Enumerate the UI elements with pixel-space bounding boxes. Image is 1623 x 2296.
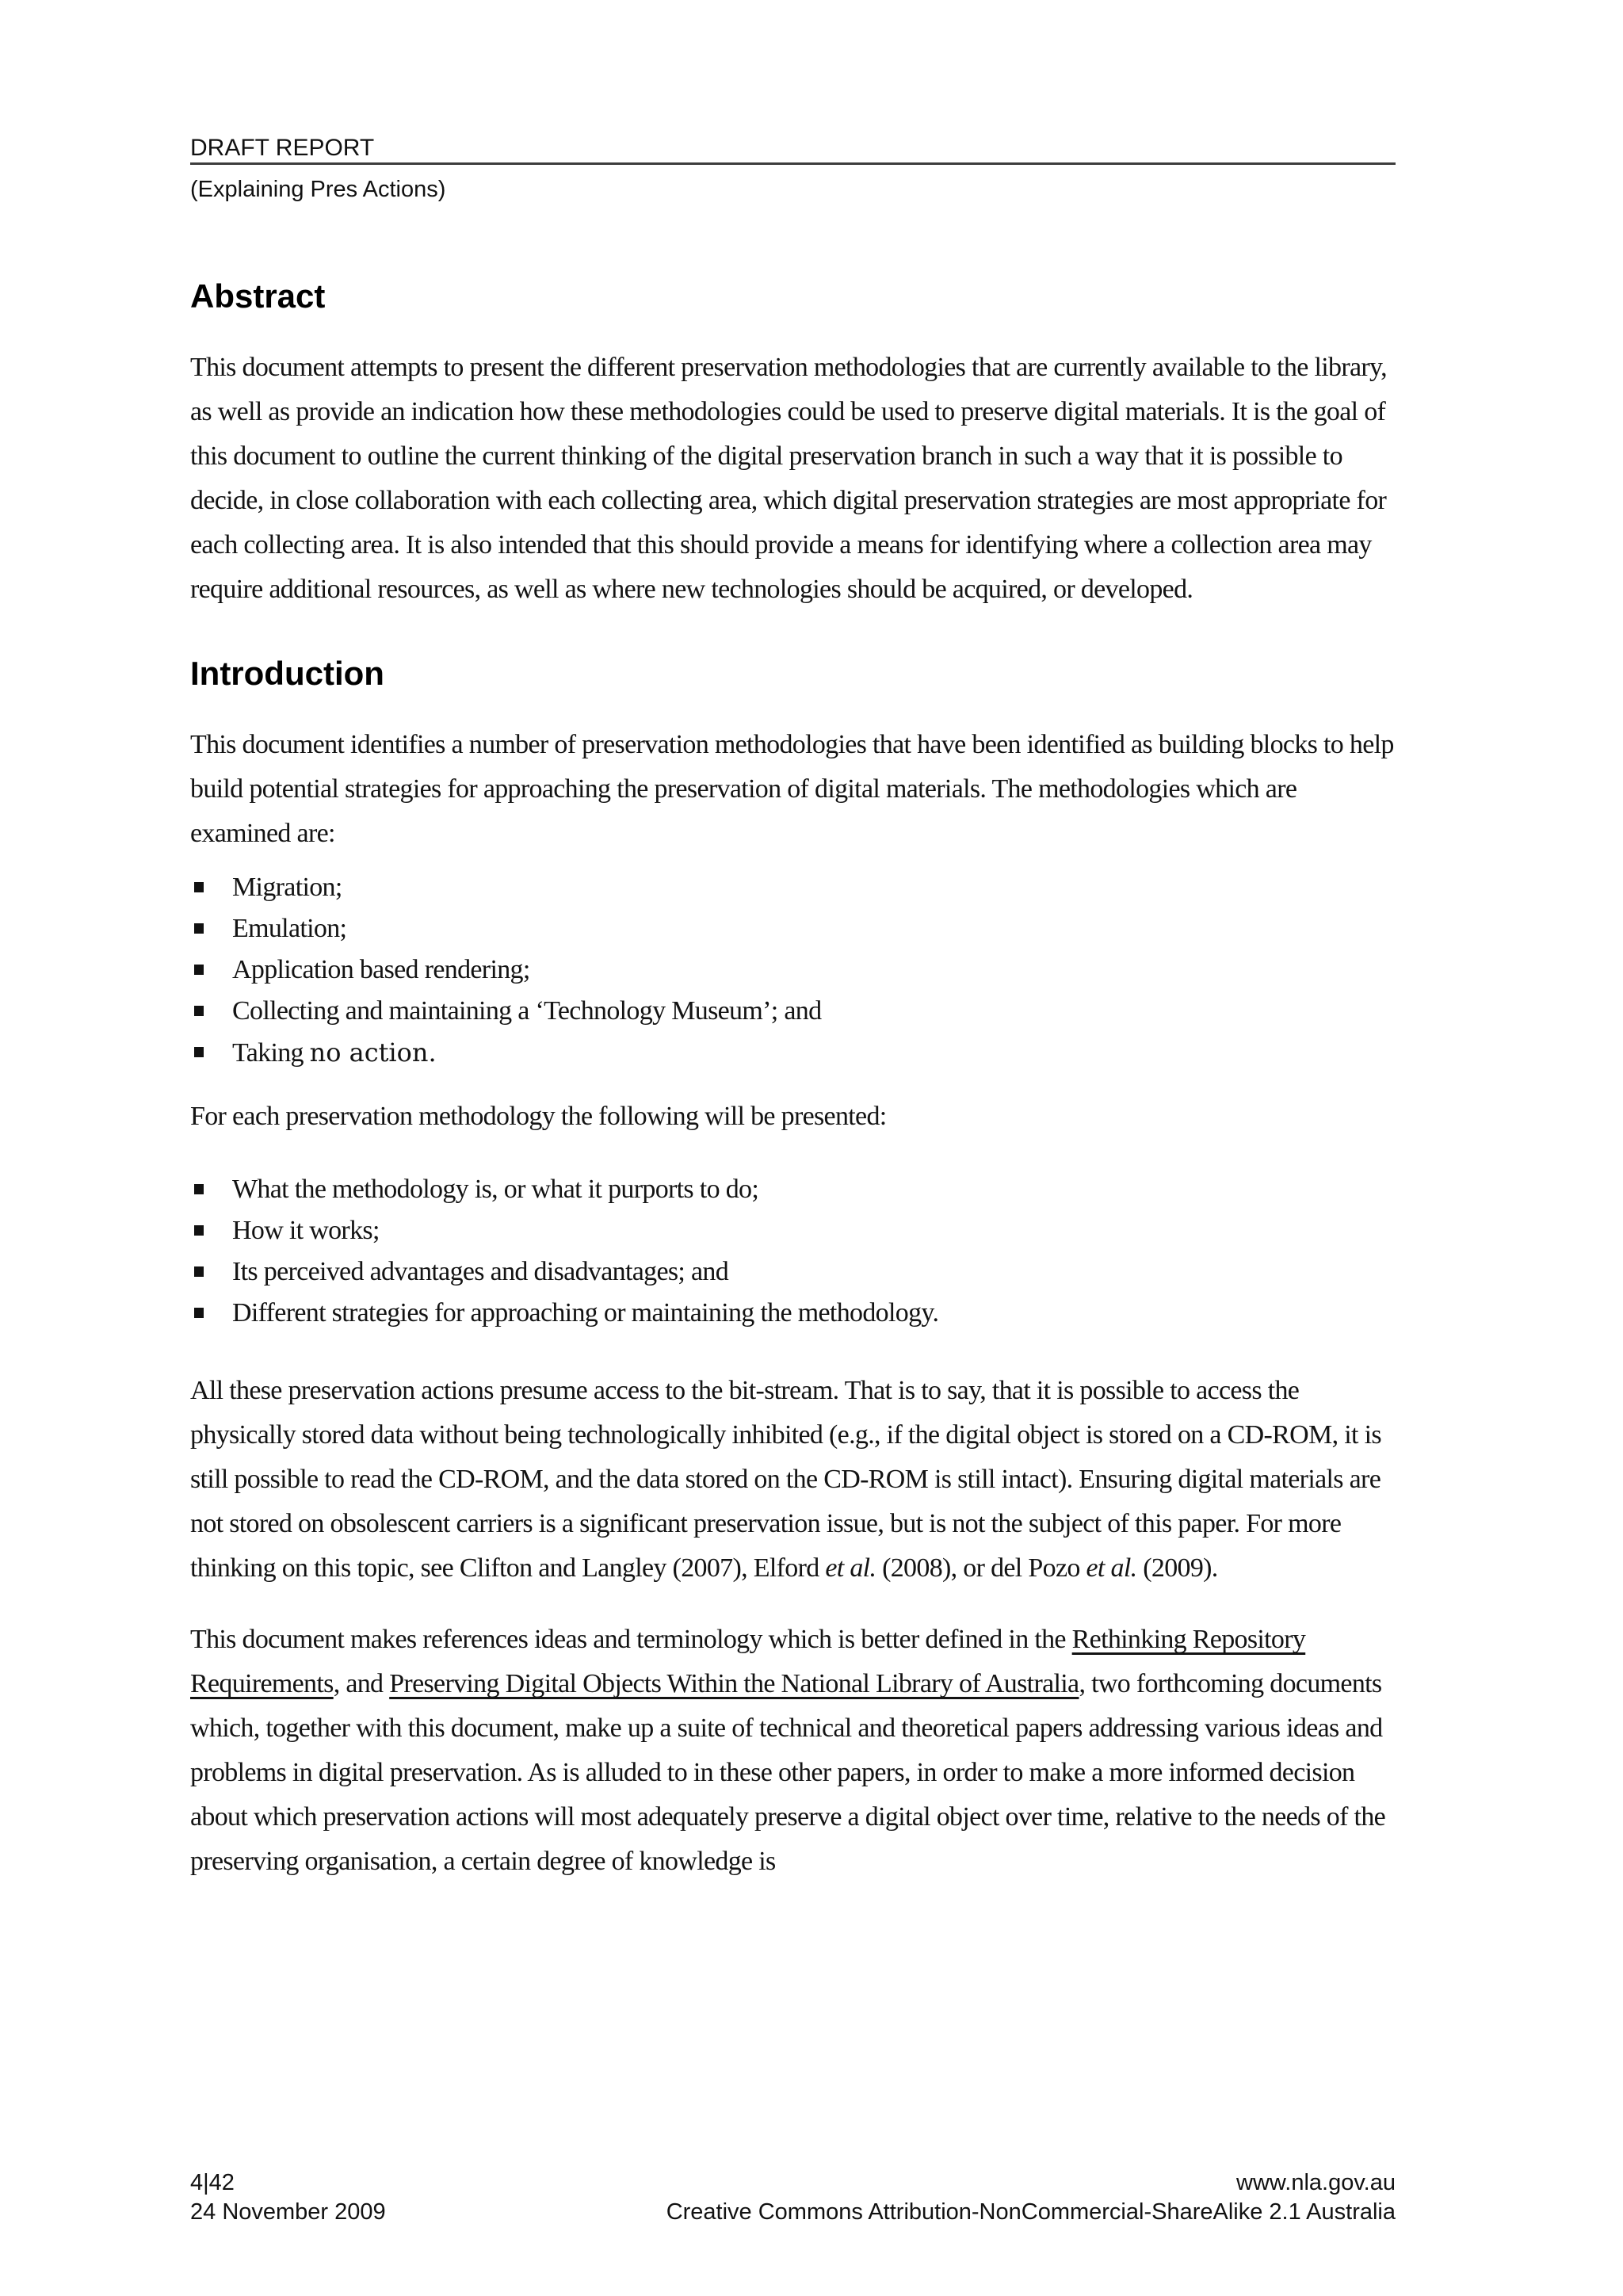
references-paragraph xyxy=(190,1618,1403,1884)
bullet-square-icon xyxy=(194,1266,204,1277)
list-item xyxy=(190,949,1403,991)
list-item xyxy=(190,1210,1403,1251)
for-each-paragraph: For each preservation methodology the following will be presented: xyxy=(190,1102,887,1131)
list-item-text xyxy=(232,1169,758,1210)
text-run: Emulation; xyxy=(232,914,347,943)
aspects-list xyxy=(190,1169,1403,1334)
list-item xyxy=(190,1032,1403,1074)
footer-date: 24 November 2009 xyxy=(190,2199,386,2225)
document-title: DRAFT REPORT xyxy=(190,135,375,161)
text-run: Preserving Digital Objects Within the National Library of Australia xyxy=(389,1669,1079,1698)
bullet-square-icon xyxy=(194,1184,204,1194)
list-item-text xyxy=(232,1251,728,1293)
text-run: All these preservation actions presume access to the bit-stream. That is to say, that it is possible to access the physically stored data without being technologically inhibited (e.g., if the digital object is stored on a CD-ROM, it is still possible to read the CD-ROM, and the data stored on the CD-ROM is still intact). Ensuring digital materials are not stored on obsolescent carriers is a significant preservation issue, but is not the subject of this paper. For more thinking on this topic, see Clifton and Langley (2007), Elford xyxy=(190,1376,1381,1583)
bullet-square-icon xyxy=(194,1047,204,1057)
text-run: et al. xyxy=(825,1553,876,1583)
bullet-square-icon xyxy=(194,1225,204,1236)
list-item-text xyxy=(232,949,530,991)
text-run: no action. xyxy=(309,1037,437,1068)
text-run: , two forthcoming documents which, together with this document, make up a suite of technical and theoretical papers addressing various ideas and problems in digital preservation. As is alluded to in these other papers, in order to make a more informed decision about which preservation actions will most adequately preserve a digital object over time, relative to the needs of the preserving organisation, a certain degree of knowledge is xyxy=(190,1669,1386,1876)
text-run: (2009). xyxy=(1136,1553,1218,1583)
bitstream-paragraph xyxy=(190,1369,1403,1591)
section-heading-abstract: Abstract xyxy=(190,277,326,315)
list-item-text xyxy=(232,908,346,949)
list-item xyxy=(190,991,1403,1032)
text-run: Migration; xyxy=(232,873,342,902)
bullet-square-icon xyxy=(194,882,204,892)
list-item xyxy=(190,1293,1403,1334)
bullet-square-icon xyxy=(194,1308,204,1318)
header-rule xyxy=(190,162,1396,165)
text-run: et al. xyxy=(1086,1553,1137,1583)
text-run: What the methodology is, or what it purports to do; xyxy=(232,1175,759,1204)
list-item xyxy=(190,867,1403,908)
text-run: Different strategies for approaching or maintaining the methodology. xyxy=(232,1298,939,1328)
list-item xyxy=(190,1169,1403,1210)
page-number: 4|42 xyxy=(190,2170,235,2195)
text-run: Rethinking Repository Requirements xyxy=(190,1625,1306,1698)
section-heading-introduction: Introduction xyxy=(190,655,384,692)
text-run: This document makes references ideas and terminology which is better defined in the xyxy=(190,1625,1072,1654)
bullet-square-icon xyxy=(194,1006,204,1016)
text-run: Collecting and maintaining a ‘Technology Museum’; and xyxy=(232,996,822,1026)
text-run: Taking xyxy=(232,1038,310,1068)
text-run: How it works; xyxy=(232,1216,380,1245)
list-item xyxy=(190,1251,1403,1293)
list-item-text xyxy=(232,1210,380,1251)
footer-right xyxy=(666,2168,1396,2227)
introduction-lead-paragraph: This document identifies a number of preservation methodologies that have been identified as building blocks to help build potential strategies for approaching the preservation of digital materials. The methodologies which are examined are: xyxy=(190,730,1394,848)
bullet-square-icon xyxy=(194,965,204,975)
list-item-text xyxy=(232,991,821,1032)
text-run: Application based rendering; xyxy=(232,955,530,984)
footer-left xyxy=(190,2168,386,2227)
list-item-text xyxy=(232,1032,437,1074)
text-run: , and xyxy=(333,1669,390,1698)
abstract-paragraph: This document attempts to present the different preservation methodologies that are currently available to the library, as well as provide an indication how these methodologies could be used to preserve digital materials. It is the goal of this document to outline the current thinking of the digital preservation branch in such a way that it is possible to decide, in close collaboration with each collecting area, which digital preservation strategies are most appropriate for each collecting area. It is also intended that this should provide a means for identifying where a collection area may require additional resources, as well as where new technologies should be acquired, or developed. xyxy=(190,353,1387,604)
list-item xyxy=(190,908,1403,949)
text-run: (2008), or del Pozo xyxy=(876,1553,1086,1583)
footer-website: www.nla.gov.au xyxy=(1236,2170,1396,2195)
list-item-text xyxy=(232,867,342,908)
document-body xyxy=(190,277,1403,1884)
methodologies-list xyxy=(190,867,1403,1074)
text-run: Its perceived advantages and disadvantages; and xyxy=(232,1257,729,1286)
list-item-text xyxy=(232,1293,938,1334)
bullet-square-icon xyxy=(194,923,204,934)
document-subtitle: (Explaining Pres Actions) xyxy=(190,177,446,202)
footer-license: Creative Commons Attribution-NonCommercial-ShareAlike 2.1 Australia xyxy=(666,2199,1396,2225)
